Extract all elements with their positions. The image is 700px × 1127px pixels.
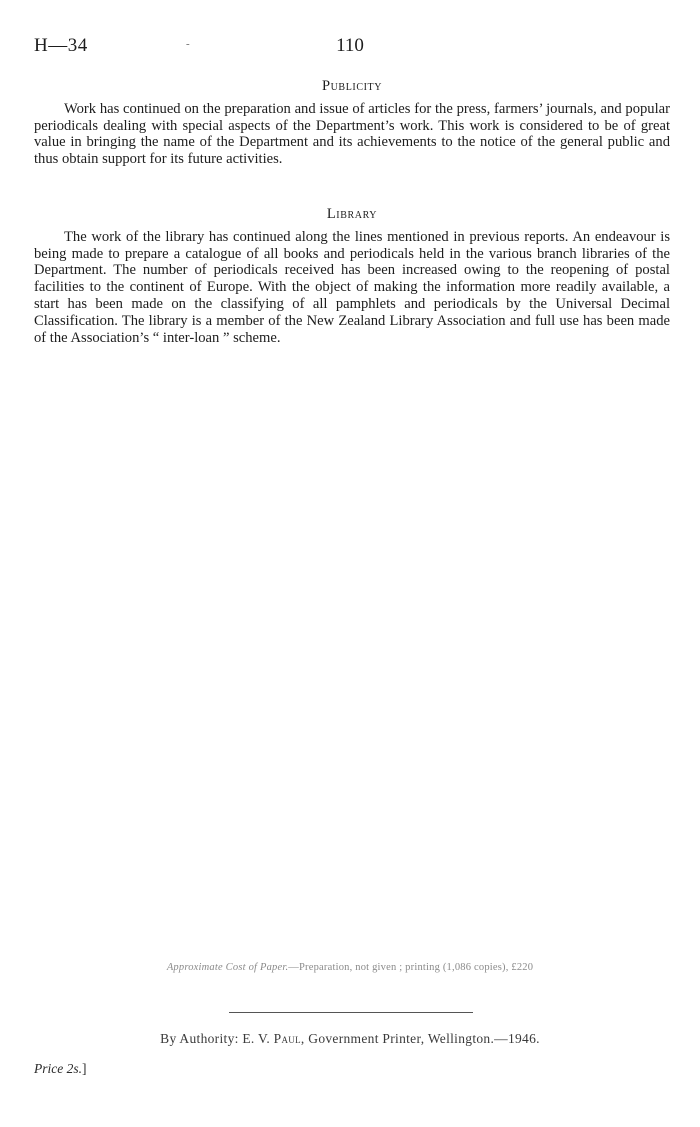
- authority-prefix: By Authority:: [160, 1031, 239, 1046]
- authority-suffix: Government Printer, Wellington.—1946.: [308, 1031, 540, 1046]
- header-mark: -: [186, 38, 190, 50]
- price-bracket: ]: [82, 1061, 87, 1076]
- cost-label: Approximate Cost of Paper.: [166, 962, 289, 973]
- footer-rule: [229, 1012, 473, 1013]
- library-heading: Library: [326, 206, 378, 222]
- publicity-section: [34, 78, 670, 168]
- document-code: H—34: [34, 35, 88, 56]
- library-paragraph: The work of the library has continued along the lines mentioned in previous reports. An endeavour is being made to prepare a catalogue of all books and periodicals held in the various branch libraries of the Department. The number of periodicals received has been increased owing to the reopening of postal facilities to the continent of Europe. With the object of making the information more readily available, a start has been made on the classifying of all pamphlets and periodicals by the Universal Decimal Classification. The library is a member of the New Zealand Library Association and full use has been made of the Association’s “ inter-loan ” scheme.: [34, 228, 670, 346]
- publicity-heading: Publicity: [321, 78, 383, 94]
- price-label: Price 2s.: [34, 1061, 82, 1076]
- cost-of-paper-note: [0, 962, 700, 973]
- printer-authority-line: [0, 1031, 700, 1047]
- publicity-paragraph: Work has continued on the preparation and issue of articles for the press, farmers’ journals, and popular periodicals dealing with special aspects of the Department’s work. This work is considered to be of great value in bringing the name of the Department and its achievements to the notice of the general public and thus obtain support for its future activities.: [34, 100, 670, 168]
- library-section: [34, 206, 670, 346]
- page-number: 110: [336, 35, 364, 56]
- cost-text: —Preparation, not given ; printing (1,086 copies), £220: [288, 962, 534, 973]
- printer-name: E. V. Paul,: [242, 1031, 305, 1046]
- price-line: [34, 1061, 87, 1077]
